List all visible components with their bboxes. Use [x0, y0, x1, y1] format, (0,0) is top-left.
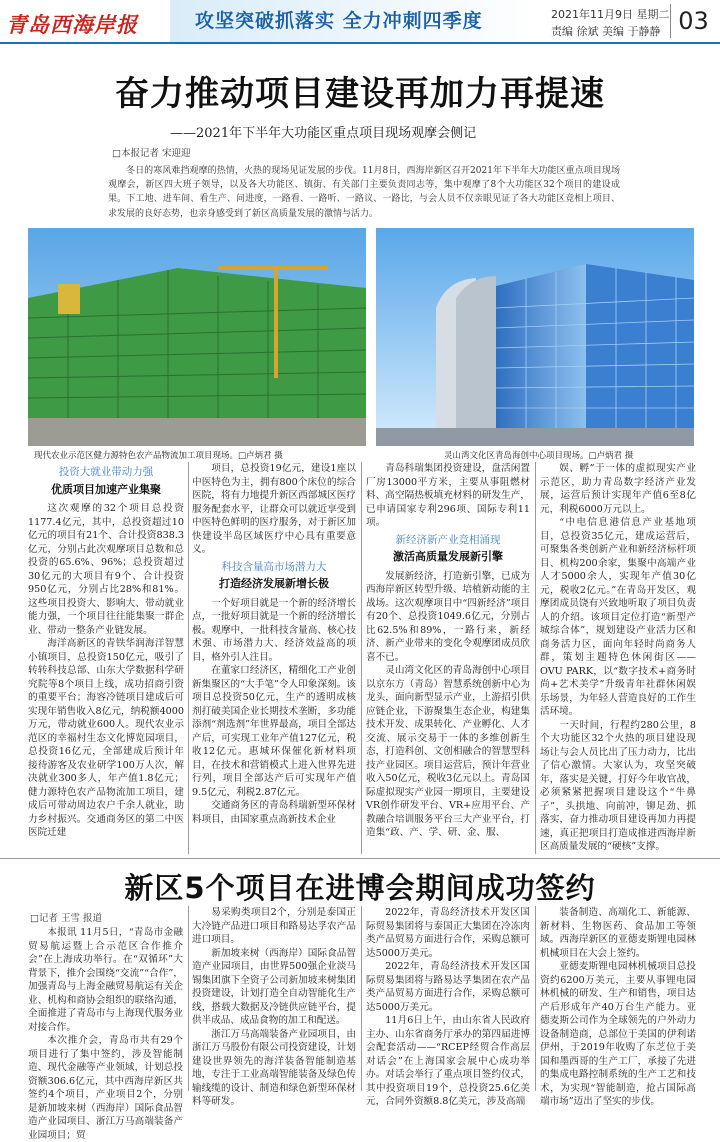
- story2-column-3: [366, 906, 530, 1107]
- masthead-bar: [0, 0, 720, 44]
- page-number: 03: [670, 4, 716, 38]
- article-paragraph: 2022年，青岛经济技术开发区国际贸易集团将与路易达孚集团在农产品类产品贸易方面进行合作，采购总额可达5000万美元。: [366, 961, 530, 1013]
- article-paragraph: 发展新经济，打造新引擎，已成为西海岸新区转型升级、培植新动能的主战场。这次观摩项目中“四新经济”项目有20个、总投资1049.6亿元，分别占比62.5%和89%，一路行来，新经济、新产业带来的变化令观摩团成员欣喜不已。: [366, 570, 530, 663]
- column-rule: [535, 906, 536, 1091]
- column-rule: [188, 462, 189, 854]
- article-paragraph: 亚德麦斯锂电园林机械项目总投资约6200万美元，主要从事锂电园林机械的研发、生产和销售，项目达产后形成年产40万台生产能力。亚德麦斯公司作为全球领先的户外动力设备制造商，总部位于美国的伊利诺伊州，于2019年收购了东芝位于美国和墨西哥的生产工厂，承接了先进的集成电路控制系统的生产工艺和技术，为实现“智能制造，抢占国际高端市场”迈出了坚实的步伐。: [540, 961, 696, 1107]
- editors: 责编 徐斌 美编 于静静: [551, 25, 661, 38]
- photo-left-caption: 现代农业示范区健力源特色农产品物流加工项目现场。□卢炳君 摄: [34, 451, 283, 461]
- story1-byline: □本报记者 宋迎迎: [112, 148, 191, 159]
- article-paragraph: 新加坡来树（西海岸）国际食品智造产业园项目，由世界500强企业淡马锡集团旗下全资子公司新加坡来树集团投资建设，计划打造全自动智能化生产线，搭载大数据及冷链供应链平台，提供半成品、成品食物的加工和配送。: [192, 947, 356, 1026]
- photo-right-caption: 灵山湾文化区青岛海创中心项目现场。□卢炳君 摄: [444, 451, 634, 461]
- column2-section-title: 打造经济发展新增长极: [219, 577, 329, 590]
- article-paragraph: 青岛科瑞集团投资建设，盘活闲置厂房13000平方米，主要从事阻燃材料、高空隔热板填充材料的研发生产，已申请国家专利296项、国际专利11项。: [366, 463, 530, 528]
- column-rule: [188, 906, 189, 1091]
- article-paragraph: 易采购类项目2个，分别是泰国正大冷链产品进口项目和路易达孚农产品进口项目。: [192, 907, 356, 945]
- column-rule: [535, 462, 536, 854]
- photo-construction-site: [28, 228, 366, 446]
- story2-column-1: [28, 926, 183, 1141]
- story1-subheadline: ——2021年下半年大功能区重点项目现场观摩会侧记: [170, 126, 477, 141]
- article-paragraph: 一天时间，行程约280公里，8个大功能区32个火热的项目建设现场让与会人员比出了压力动力，比出了信心激情。大家认为，攻坚突破年，落实是关键，打好今年收官战，必须紧紧把握项目建设这个“牛鼻子”，头拱地、向前冲，铆足劲、抓落实，奋力推动项目建设再加力再提速，真正把项目打造成推进西海岸新区高质量发展的“硬核”支撑。: [540, 719, 696, 852]
- photo-office-towers: [376, 228, 694, 446]
- article-paragraph: 装备制造、高端化工、新能源、新材料、生物医药、食品加工等领域。西海岸新区的亚德麦斯锂电园林机械项目在大会上签约。: [540, 907, 696, 959]
- slogan: 攻坚突破抓落实 全力冲刺四季度: [195, 10, 483, 32]
- article-paragraph: 本报讯 11月5日，“青岛市金融贸易航运暨上合示范区合作推介会”在上海成功举行。在“双循环”大背景下，推介会围绕“交流”“合作”，加强青岛与上海金融贸易航运有关企业、机构和商协会组织的联络沟通，全面推进了青岛市与上海现代服务业对接合作。: [28, 927, 183, 1033]
- article-paragraph: 11月6日上午，由山东省人民政府主办、山东省商务厅承办的第四届进博会配套活动——“RCEP经贸合作高层对话会”在上海国家会展中心成功举办。对话会举行了重点项目签约仪式，其中投资项目19个，总投资25.6亿美元，合同外资额8.8亿美元，涉及高端: [366, 1015, 530, 1107]
- story1-lead: 冬日的寒风难挡观摩的热情，火热的现场见证发展的步伐。11月8日，西海岸新区召开2021年下半年大功能区重点项目现场观摩会，新区四大班子领导，以及各大功能区、镇街、有关部门主要负责同志等，集中观摩了8个大功能区32个项目的建设成果。下工地、进车间、看生产、问进度，一路看、一路听、一路议、一路比，与会人员不仅亲眼见证了各大功能区竞相上项目、求发展的良好态势，也亲身感受到了新区高质量发展的激情与活力。: [108, 166, 620, 219]
- story2-byline: □记者 王雪 报道: [30, 913, 103, 924]
- article-paragraph: 2022年，青岛经济技术开发区国际贸易集团将与泰国正大集团在冷冻肉类产品贸易方面进行合作，采购总额可达5000万美元。: [366, 907, 530, 959]
- article-paragraph: 海洋高新区的青铁华润海洋智慧小镇项目，总投资150亿元，吸引了转转科技总部、山东大学数据科学研究院等8个项目上线，成功招商引资的重要平台；海容冷链项目建成后可实现年销售收入8亿元，纳税额4000万元，带动就业600人。现代农业示范区的幸福村生态文化博览园项目，总投资16亿元，全部建成后预计年接待游客及农业研学100万人次，解决就业300多人，年产值1.8亿元；健力源特色农产品物流加工项目，建成后可带动周边农户千余人就业，助力乡村振兴。交通商务区的第二中医医院迁建: [28, 638, 184, 838]
- story1-column-1: [28, 462, 184, 854]
- story2-column-2: [192, 906, 356, 1107]
- article-paragraph: 项目，总投资19亿元，建设1座以中医特色为主，拥有800个床位的综合医院，将有力地提升新区西部城区医疗服务配套水平，让群众可以就近享受到中医特色鲜明的医疗服务，对于新区加快建设半岛区域医疗中心具有重要意义。: [192, 463, 356, 555]
- story1-column-2: [192, 462, 356, 854]
- article-paragraph: 在董家口经济区，精细化工产业创新集聚区的“大手笔”令人印象深刻。该项目总投资50亿元，生产的透明成核剂打破美国企业长期技术垄断，多功能添剂“剂选剂”年世界最高，项目全部达产后，可实现工业年产值127亿元，税收12亿元。惠城环保催化新材料项目，在技术和营销模式上进入世界先进行列，项目全部达产后可实现年产值9.5亿元，利税2.87亿元。: [192, 665, 356, 798]
- article-paragraph: 灵山湾文化区的青岛海创中心项目以京东方（青岛）智慧系统创新中心为龙头，面向新型显示产业，上游招引供应链企业，下游聚集生态企业，构建集技术开发、成果转化、产业孵化、人才交流、展示交易于一体的多维创新生态，打造科创、文创相融合的智慧型科技产业园区。项目运营后，预计年营业收入50亿元，税收3亿元以上。青岛国际虚拟现实产业园一期项目，主要建设VR创作研发平台、VR+应用平台、产教融合培训服务平台三大产业平台，打造集“政、产、学、研、金、服、: [366, 665, 530, 838]
- column1-kicker: 投资大就业带动力强: [58, 466, 154, 478]
- column3-section-title: 激活高质量发展新引擎: [393, 550, 503, 563]
- issue-date: 2021年11月9日 星期二: [551, 8, 670, 21]
- newspaper-name: 青岛西海岸报: [6, 12, 138, 37]
- article-paragraph: 交通商务区的青岛科瑞新型环保材料项目，由国家重点高新技术企业: [192, 800, 356, 825]
- story-divider: [0, 858, 720, 859]
- article-paragraph: 本次推介会，青岛市共有29个项目进行了集中签约，涉及智能制造、现代金融等产业领域，计划总投资额306.6亿元，其中西海岸新区共签约4个项目，产业项目2个，分别是新加坡来树（西海岸）国际食品智造产业园项目、浙江万马高端装备产业园项目；贸: [28, 1035, 183, 1141]
- article-paragraph: 浙江万马高端装备产业园项目，由浙江万马股份有限公司投资建设，计划建设世界领先的海洋装备智能制造基地，专注于工业高端智能装备及绿色传输线缆的设计、制造和绿色新型环保材料等研发。: [192, 1028, 356, 1107]
- column2-kicker: 科技含量高市场潜力大: [221, 560, 327, 573]
- story1-column-4: [540, 462, 696, 854]
- story1-column-3: [366, 462, 530, 854]
- column1-section-title: 优质项目加速产业集聚: [51, 482, 161, 496]
- article-paragraph: 这次观摩的32个项目总投资1177.4亿元，其中，总投资超过10亿元的项目有21个、合计投资838.3亿元，分别占此次观摩项目总数和总投资的65.6%、96%；总投资超过30亿元的大项目有9个、合计投资950亿元，分别占比28%和81%。这些项目投资大、影响大、带动就业能力强，一个项目往往能集聚一群企业、带动一整条产业链发展。: [28, 503, 184, 636]
- story1-headline: 奋力推动项目建设再加力再提速: [115, 74, 605, 114]
- article-paragraph: 一个好项目就是一个新的经济增长点，一批好项目就是一个新的经济增长极。观摩中，一批科技含量高、核心技术强、市场潜力大、经济效益高的项目，格外引人注目。: [192, 597, 356, 663]
- column3-kicker: 新经济新产业竞相涌现: [395, 533, 501, 546]
- column-rule: [361, 906, 362, 1091]
- article-paragraph: 娱、孵”于一体的虚拟现实产业示范区，助力青岛数字经济产业发展，运营后预计实现年产值6至8亿元，利税6000万元以上。: [540, 463, 696, 515]
- story2-headline: 新区5个项目在进博会期间成功签约: [124, 871, 596, 905]
- column-rule: [361, 462, 362, 854]
- article-paragraph: “中电信息港信息产业基地项目，总投资35亿元，建成运营后，可聚集各类创新产业和新经济标杆项目、机构200余家，集聚中高端产业人才5000余人，实现年产值30亿元，税收2亿元。”在青岛开发区，观摩团成员饶有兴致地听取了项目负责人的介绍。该项目定位打造“新型产城综合体”，规划建设产业活力区和商务活力区，面向年轻时尚商务人群，策划主题特色休闲街区——OVU PARK，以“数字技术+商务时尚+艺术美学”升级青年社群休闲娱乐场景，为年轻人营造良好的工作生活环境。: [540, 517, 696, 717]
- story2-column-4: [540, 906, 696, 1107]
